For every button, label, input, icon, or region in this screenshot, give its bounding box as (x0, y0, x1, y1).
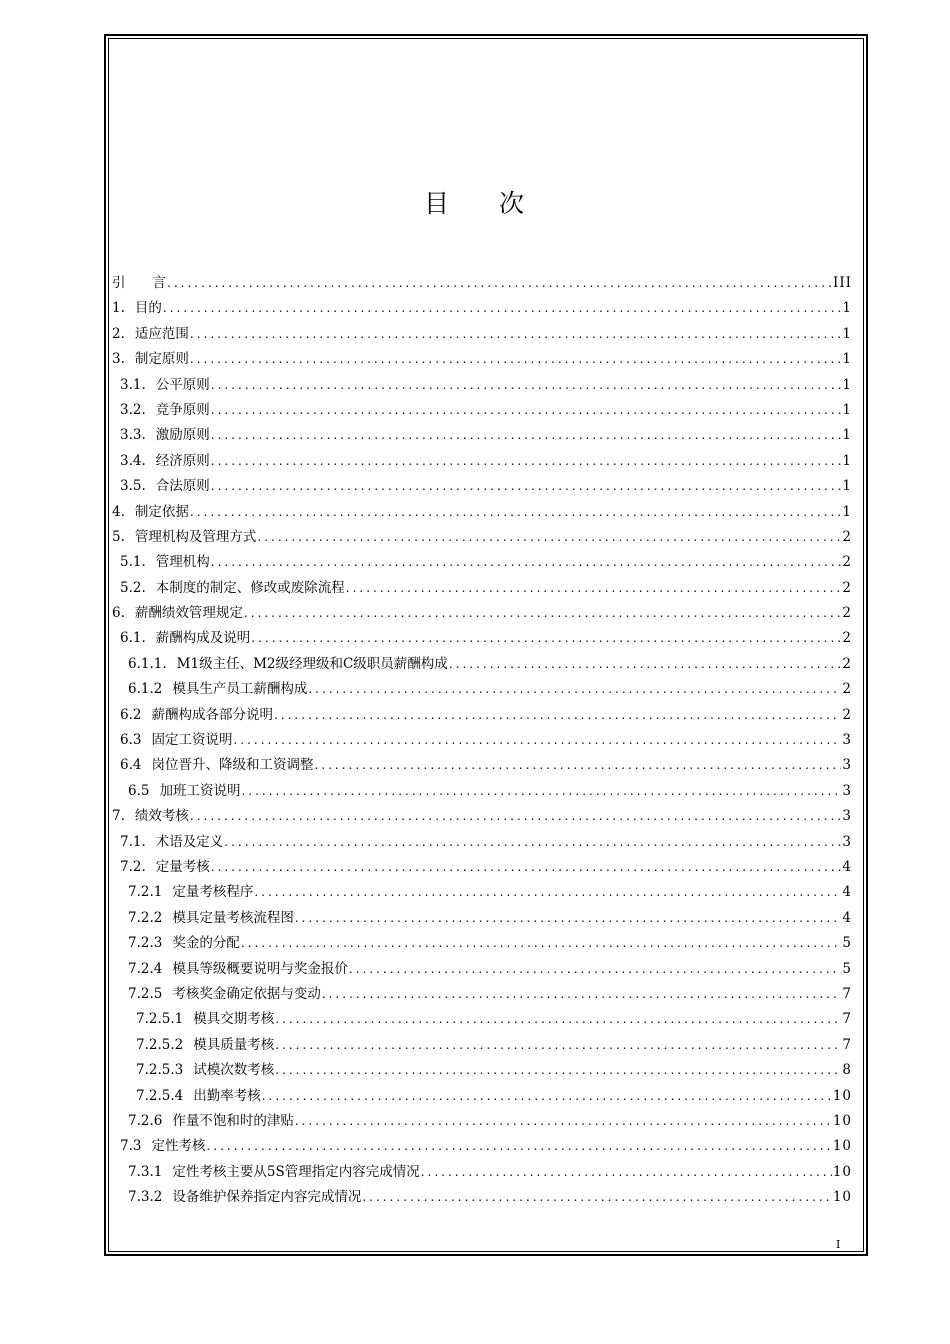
toc-entry-page: 5 (842, 960, 852, 977)
toc-entry-number: 7. (112, 808, 125, 825)
toc-entry-title: 定量考核 (155, 858, 210, 875)
toc-entry-number: 7.2.5.2 (136, 1036, 184, 1053)
toc-entry[interactable] (112, 322, 852, 347)
toc-dot-leader (362, 1185, 831, 1210)
toc-entry[interactable] (112, 373, 852, 398)
toc-entry-label (128, 1185, 361, 1210)
toc-entry-title: 术语及定义 (155, 833, 224, 850)
toc-dot-leader (211, 423, 842, 448)
toc-dot-leader (251, 626, 841, 651)
toc-entry-label (120, 474, 210, 499)
toc-entry[interactable] (112, 271, 852, 296)
toc-entry-number: 3.2. (120, 401, 146, 418)
page-title (0, 184, 950, 220)
toc-entry-page: 10 (832, 1163, 852, 1180)
toc-entry-label (120, 576, 345, 601)
toc-dot-leader (254, 880, 841, 905)
toc-entry[interactable] (112, 474, 852, 499)
toc-entry-number: 7.3 (120, 1138, 142, 1155)
toc-dot-leader (211, 449, 842, 474)
toc-dot-leader (211, 373, 842, 398)
toc-entry-label (120, 550, 210, 575)
toc-entry[interactable] (112, 804, 852, 829)
toc-dot-leader (211, 550, 842, 575)
toc-entry-page: 2 (842, 579, 852, 596)
toc-dot-leader (206, 1134, 831, 1159)
table-of-contents (112, 271, 852, 1210)
toc-entry[interactable] (112, 1058, 852, 1083)
toc-entry-page: 2 (842, 630, 852, 647)
toc-entry-number: 7.3.2 (128, 1189, 163, 1206)
toc-entry-page: 1 (842, 401, 852, 418)
toc-entry-page: 8 (842, 1062, 852, 1079)
toc-entry[interactable] (112, 398, 852, 423)
toc-entry-title: 固定工资说明 (151, 732, 233, 749)
toc-entry[interactable] (112, 880, 852, 905)
toc-entry-label (112, 296, 162, 321)
toc-entry-label (112, 271, 166, 296)
toc-dot-leader (241, 931, 842, 956)
toc-entry-title: 目的 (134, 300, 162, 317)
toc-dot-leader (211, 855, 842, 880)
toc-entry[interactable] (112, 423, 852, 448)
toc-entry-number: 3.5. (120, 478, 146, 495)
toc-dot-leader (190, 804, 842, 829)
toc-entry-title: 考核奖金确定依据与变动 (172, 985, 321, 1002)
toc-entry[interactable] (112, 296, 852, 321)
toc-entry-title: 制定原则 (134, 351, 189, 368)
toc-entry[interactable] (112, 626, 852, 651)
toc-dot-leader (314, 753, 841, 778)
toc-dot-leader (233, 728, 841, 753)
toc-dot-leader (295, 1109, 832, 1134)
toc-entry-title: 本制度的制定、修改或废除流程 (155, 579, 345, 596)
toc-entry-number: 3.3. (120, 427, 146, 444)
toc-dot-leader (190, 322, 842, 347)
toc-entry-number: 7.2. (120, 858, 146, 875)
toc-entry-label (112, 804, 189, 829)
toc-entry-page: 3 (842, 833, 852, 850)
toc-entry[interactable] (112, 550, 852, 575)
toc-entry-page: 10 (832, 1112, 852, 1129)
toc-entry-label (120, 703, 273, 728)
toc-entry-number: 7.2.5.4 (136, 1087, 184, 1104)
toc-entry-page: 1 (842, 351, 852, 368)
toc-entry-page: 1 (842, 325, 852, 342)
toc-entry-title: M1级主任、M2级经理级和C级职员薪酬构成 (176, 655, 448, 672)
toc-entry-title: 模具等级概要说明与奖金报价 (172, 960, 348, 977)
toc-entry[interactable] (112, 728, 852, 753)
toc-entry-number: 7.1. (120, 833, 146, 850)
toc-entry-page: 1 (842, 300, 852, 317)
toc-entry-number: 5.1. (120, 554, 146, 571)
toc-entry-page: III (833, 275, 852, 291)
toc-entry[interactable] (112, 1134, 852, 1159)
toc-entry-label (112, 500, 189, 525)
toc-entry-number: 7.2.1 (128, 884, 163, 901)
toc-entry-page: 10 (832, 1138, 852, 1155)
toc-entry[interactable] (112, 931, 852, 956)
toc-dot-leader (274, 703, 841, 728)
toc-entry-page: 10 (832, 1087, 852, 1104)
toc-entry-page: 7 (842, 1036, 852, 1053)
toc-entry[interactable] (112, 1007, 852, 1032)
toc-entry-title: 绩效考核 (134, 808, 189, 825)
toc-entry-label (120, 728, 232, 753)
toc-dot-leader (308, 677, 841, 702)
toc-entry-label (112, 525, 256, 550)
toc-entry-number: 6. (112, 605, 125, 622)
toc-entry-title: 合法原则 (155, 478, 210, 495)
toc-entry-page: 5 (842, 935, 852, 952)
toc-entry[interactable] (112, 449, 852, 474)
toc-entry-number: 3.1. (120, 376, 146, 393)
toc-entry-page: 10 (832, 1189, 852, 1206)
toc-entry-title: 薪酬构成各部分说明 (151, 706, 273, 723)
toc-entry-label (120, 398, 210, 423)
toc-entry-title: 定量考核程序 (172, 884, 254, 901)
toc-entry-label (120, 423, 210, 448)
toc-entry[interactable] (112, 347, 852, 372)
toc-entry-page: 3 (842, 757, 852, 774)
toc-dot-leader (449, 652, 842, 677)
toc-entry-page: 1 (842, 376, 852, 393)
toc-entry-number: 5. (112, 528, 125, 545)
toc-entry-page: 1 (842, 478, 852, 495)
toc-entry-label (136, 1033, 274, 1058)
toc-entry[interactable] (112, 677, 852, 702)
toc-entry[interactable] (112, 753, 852, 778)
toc-entry-number: 7.2.2 (128, 909, 163, 926)
toc-entry-number: 7.2.5.1 (136, 1011, 184, 1028)
toc-dot-leader (241, 779, 841, 804)
toc-entry-title: 模具生产员工薪酬构成 (172, 681, 308, 698)
toc-entry-label (112, 347, 189, 372)
toc-entry-number: 6.1.2 (128, 681, 163, 698)
toc-entry-page: 2 (842, 706, 852, 723)
toc-entry-label (120, 373, 210, 398)
toc-entry-label (120, 449, 210, 474)
toc-entry-page: 7 (842, 1011, 852, 1028)
toc-entry-number: 6.5 (128, 782, 150, 799)
toc-entry-page: 4 (842, 858, 852, 875)
toc-entry-number: 5.2. (120, 579, 146, 596)
toc-dot-leader (167, 271, 832, 296)
toc-entry-label (136, 1084, 261, 1109)
toc-entry-title: 管理机构及管理方式 (134, 528, 257, 545)
toc-entry-number: 7.2.6 (128, 1112, 163, 1129)
toc-entry[interactable] (112, 525, 852, 550)
toc-entry-page: 4 (842, 884, 852, 901)
toc-dot-leader (211, 474, 842, 499)
toc-entry[interactable] (112, 1160, 852, 1185)
toc-entry[interactable] (112, 855, 852, 880)
toc-dot-leader (211, 398, 842, 423)
toc-dot-leader (295, 906, 842, 931)
toc-entry-page: 3 (842, 782, 852, 799)
toc-dot-leader (257, 525, 841, 550)
toc-entry-number: 4. (112, 503, 125, 520)
toc-entry-label (112, 601, 243, 626)
toc-entry[interactable] (112, 1084, 852, 1109)
toc-entry-number: 3. (112, 351, 125, 368)
toc-entry[interactable] (112, 957, 852, 982)
toc-entry-title: 奖金的分配 (172, 935, 240, 952)
toc-dot-leader (349, 957, 842, 982)
toc-entry-label (128, 931, 240, 956)
toc-dot-leader (346, 576, 842, 601)
toc-dot-leader (322, 982, 842, 1007)
toc-entry-label (128, 957, 348, 982)
toc-entry-label (128, 906, 294, 931)
toc-entry-title: 模具交期考核 (193, 1011, 275, 1028)
toc-entry-label (112, 322, 189, 347)
toc-entry-number: 7.2.5.3 (136, 1062, 184, 1079)
toc-entry[interactable] (112, 779, 852, 804)
toc-entry-label (120, 753, 313, 778)
toc-dot-leader (275, 1033, 841, 1058)
toc-entry-number: 1. (112, 300, 125, 317)
toc-dot-leader (262, 1084, 832, 1109)
toc-entry-label (120, 626, 250, 651)
toc-entry[interactable] (112, 703, 852, 728)
toc-entry-number: 6.3 (120, 732, 142, 749)
toc-entry-number: 2. (112, 325, 125, 342)
toc-entry-title: 设备维护保养指定内容完成情况 (172, 1189, 362, 1206)
toc-entry[interactable] (112, 1033, 852, 1058)
toc-entry-label (128, 652, 448, 677)
toc-dot-leader (224, 830, 841, 855)
toc-entry-label (120, 855, 210, 880)
toc-entry[interactable] (112, 1185, 852, 1210)
toc-entry-page: 2 (842, 655, 852, 672)
toc-entry-page: 3 (842, 732, 852, 749)
toc-entry-title: 公平原则 (155, 376, 210, 393)
toc-entry[interactable] (112, 500, 852, 525)
toc-entry-label (128, 779, 240, 804)
toc-entry-page: 4 (842, 909, 852, 926)
toc-entry-label (128, 880, 253, 905)
toc-entry[interactable] (112, 906, 852, 931)
toc-entry-number: 7.2.4 (128, 960, 163, 977)
toc-entry-title: 出勤率考核 (193, 1087, 261, 1104)
toc-entry-title: 制定依据 (134, 503, 189, 520)
toc-dot-leader (163, 296, 842, 321)
toc-entry-page: 7 (842, 985, 852, 1002)
toc-dot-leader (275, 1058, 841, 1083)
toc-entry[interactable] (112, 1109, 852, 1134)
toc-entry[interactable] (112, 830, 852, 855)
toc-dot-leader (190, 347, 842, 372)
toc-entry-title: 岗位晋升、降级和工资调整 (151, 757, 314, 774)
toc-dot-leader (275, 1007, 841, 1032)
toc-entry[interactable] (112, 576, 852, 601)
toc-entry-page: 1 (842, 503, 852, 520)
toc-entry-number: 3.4. (120, 452, 146, 469)
toc-entry-label (128, 1109, 294, 1134)
toc-entry-title: 激励原则 (155, 427, 210, 444)
toc-entry-page: 2 (842, 605, 852, 622)
toc-entry-title: 模具定量考核流程图 (172, 909, 294, 926)
toc-entry-title: 定性考核 (151, 1138, 206, 1155)
toc-entry-title: 薪酬构成及说明 (155, 630, 251, 647)
toc-entry-page: 1 (842, 452, 852, 469)
toc-entry-page: 3 (842, 808, 852, 825)
toc-entry-label (128, 677, 307, 702)
toc-entry-title: 竞争原则 (155, 401, 210, 418)
toc-entry-page: 2 (842, 528, 852, 545)
toc-entry-label (136, 1007, 274, 1032)
toc-entry-number: 6.2 (120, 706, 142, 723)
toc-dot-leader (244, 601, 842, 626)
toc-entry-label (120, 830, 223, 855)
toc-entry-number: 7.3.1 (128, 1163, 163, 1180)
toc-entry-title: 管理机构 (155, 554, 210, 571)
toc-entry-page: 2 (842, 554, 852, 571)
toc-entry-number: 6.1. (120, 630, 146, 647)
toc-entry-number: 7.2.5 (128, 985, 163, 1002)
toc-entry-label (120, 1134, 205, 1159)
toc-dot-leader (190, 500, 842, 525)
toc-entry-number: 7.2.3 (128, 935, 163, 952)
toc-entry[interactable] (112, 652, 852, 677)
toc-entry-title: 加班工资说明 (159, 782, 241, 799)
toc-entry-label (128, 1160, 420, 1185)
toc-entry-title: 定性考核主要从5S管理指定内容完成情况 (172, 1163, 420, 1180)
toc-entry-title: 适应范围 (134, 325, 189, 342)
footer-page-number: I (836, 1238, 841, 1251)
toc-entry-page: 2 (842, 681, 852, 698)
toc-entry-label (136, 1058, 274, 1083)
toc-entry-page: 1 (842, 427, 852, 444)
title-char-2: 次 (499, 189, 527, 218)
toc-entry-title: 模具质量考核 (193, 1036, 275, 1053)
toc-entry-title: 薪酬绩效管理规定 (134, 605, 243, 622)
toc-entry[interactable] (112, 982, 852, 1007)
toc-entry-title: 作量不饱和时的津贴 (172, 1112, 294, 1129)
toc-entry-title: 经济原则 (155, 452, 210, 469)
toc-entry-title: 试模次数考核 (193, 1062, 275, 1079)
toc-entry-number: 6.4 (120, 757, 142, 774)
toc-entry-number: 6.1.1. (128, 655, 167, 672)
title-char-1: 目 (423, 189, 451, 218)
toc-entry-title: 引 言 (112, 275, 166, 291)
toc-entry-label (128, 982, 321, 1007)
toc-dot-leader (421, 1160, 832, 1185)
toc-entry[interactable] (112, 601, 852, 626)
